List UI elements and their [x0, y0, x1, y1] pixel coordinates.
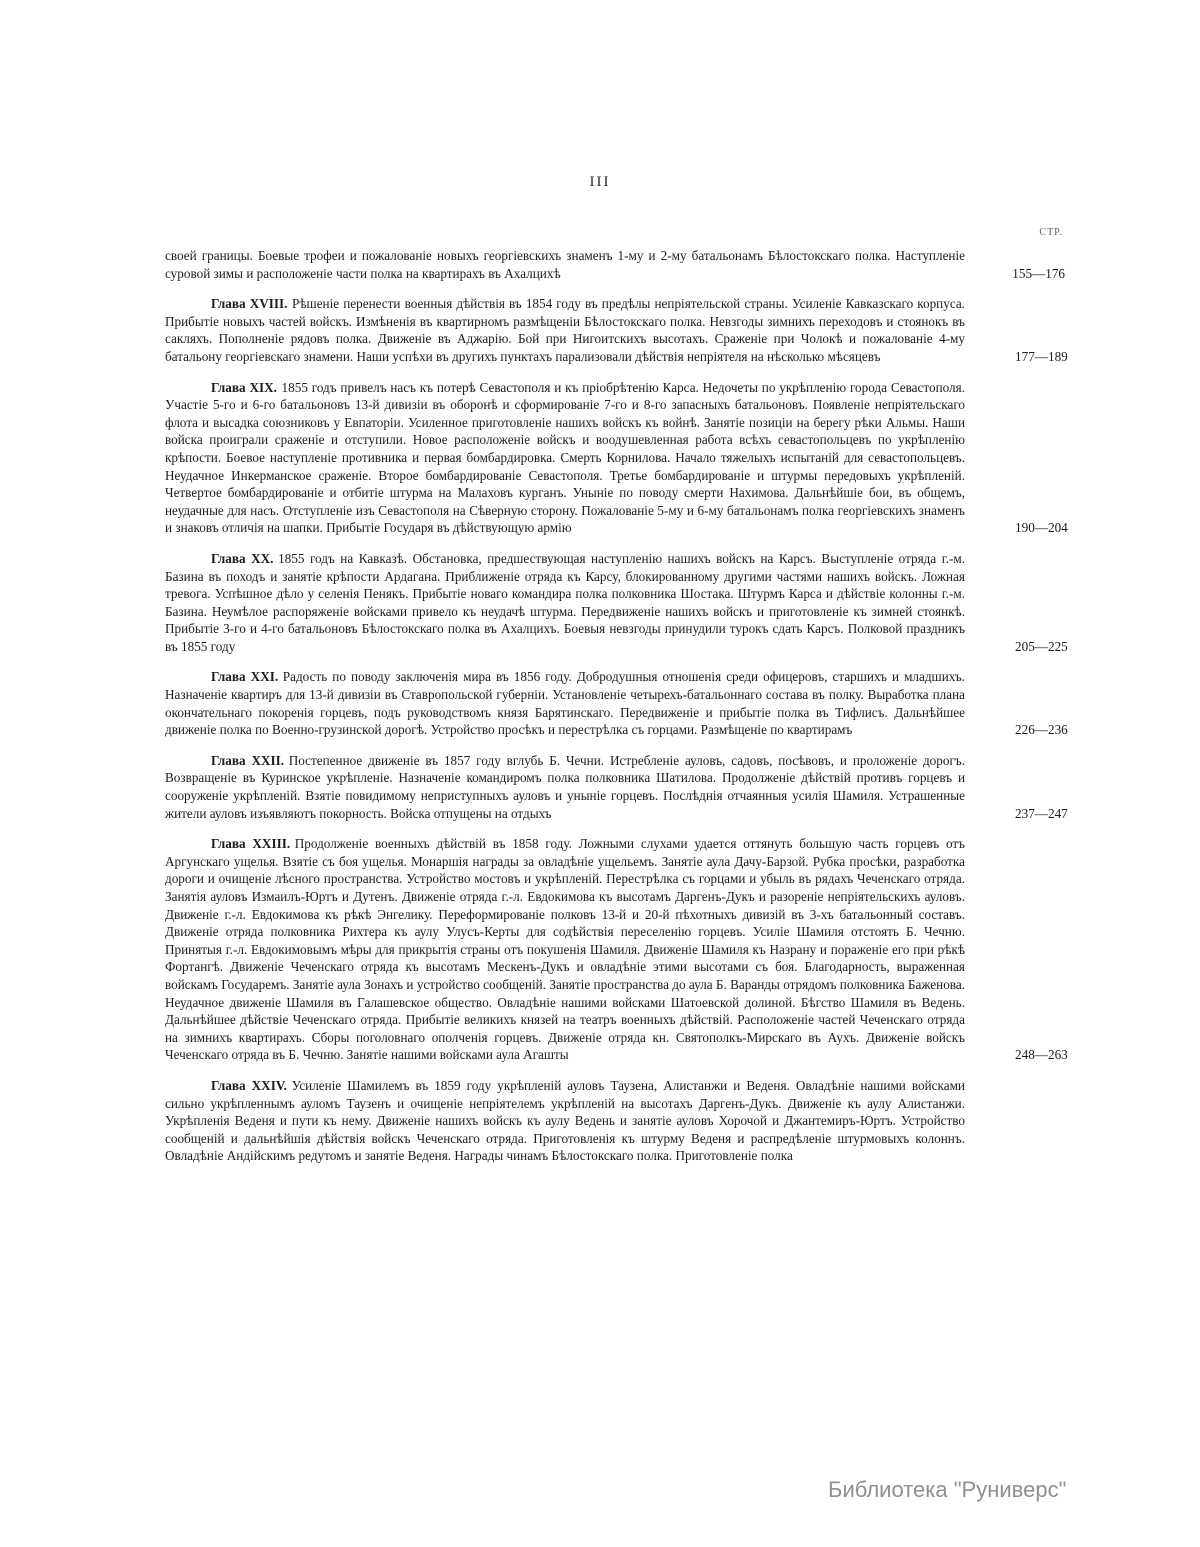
pages-column-header: СТР.: [1039, 227, 1063, 238]
toc-entry-ch24: [165, 1077, 965, 1165]
entry-text: 1855 годъ привелъ насъ къ потерѣ Севастополя и къ пріобрѣтенію Карса. Недочеты по укрѣпленію города Севастополя. Участіе 5-го и 6-го батальоновъ 13-й дивизіи въ оборонѣ и сформированіе 7-го и 8-го запасныхъ батальоновъ. Появленіе непріятельскаго флота и высадка союзниковъ у Евпаторіи. Усиленное приготовленіе нашихъ войскъ къ войнѣ. Занятіе позиціи на берегу рѣки Альмы. Наши войска проиграли сраженіе и отступили. Новое расположеніе войскъ и воодушевленная работа всѣхъ севастопольцевъ по укрѣпленію крѣпости. Боевое наступленіе противника и первая бомбардировка. Смерть Корнилова. Начало тяжелыхъ испытаній для севастопольцевъ. Неудачное Инкерманское сраженіе. Второе бомбардированіе Севастополя. Третье бомбардированіе и штурмы передовыхъ укрѣпленій. Четвертое бомбардированіе и отбитіе штурма на Малаховъ курганъ. Уныніе по поводу смерти Нахимова. Дальнѣйшіе бои, въ общемъ, неудачные для насъ. Отступленіе изъ Севастополя на Сѣверную сторону. Пожалованіе 5-му и 6-му батальонамъ полка георгіевскихъ знаменъ и знаковъ отличія на шапки. Прибытіе Государя въ дѣйствующую армію: [165, 379, 965, 536]
toc-entry-ch20: [165, 550, 1068, 656]
entry-text: своей границы. Боевые трофеи и пожалованіе новыхъ георгіевскихъ знаменъ 1-му и 2-му батальонамъ Бѣлостокскаго полка. Наступленіе суровой зимы и расположеніе части полка на квартирахъ въ Ахалцихѣ: [165, 248, 965, 281]
page-range: 177—189: [1015, 348, 1068, 364]
runivers-watermark: Библиотека "Руниверс": [828, 1477, 1067, 1502]
page-range: 155—176: [1012, 265, 1065, 281]
page-range: 205—225: [1015, 638, 1068, 654]
toc-entry-ch18: [165, 295, 1068, 365]
chapter-heading: Глава XXIII.: [211, 836, 291, 852]
entry-text: Усиленіе Шамилемъ въ 1859 году укрѣпленій ауловъ Таузена, Алистанжи и Веденя. Овладѣніе нашими войсками сильно укрѣпленнымъ ауломъ Таузенъ и очищеніе непріятелемъ укрѣпленій на высотахъ Даргенъ-Дукъ. Движеніе къ аулу Алистанжи. Укрѣпленія Веденя и пути къ нему. Движеніе нашихъ войскъ къ аулу Ведень и занятіе ауловъ Хорочой и Джантемиръ-Юртъ. Устройство сообщеній и дальнѣйшія дѣйствія войскъ Чеченскаго отряда. Приготовленія къ штурму Веденя и распредѣленіе штурмовыхъ колоннъ. Овладѣніе Андійскимъ редутомъ и занятіе Веденя. Награды чинамъ Бѣлостокскаго полка. Приготовленіе полка: [165, 1077, 965, 1164]
chapter-heading: Глава XXII.: [211, 752, 285, 768]
page-range: 248—263: [1015, 1047, 1068, 1063]
chapter-heading: Глава XXI.: [211, 669, 279, 685]
toc-entry-ch23: [165, 835, 1068, 1064]
table-of-contents: [165, 247, 1068, 1178]
page-range: 237—247: [1015, 805, 1068, 821]
page-range: 226—236: [1015, 722, 1068, 738]
entry-text: 1855 годъ на Кавказѣ. Обстановка, предшествующая наступленію нашихъ войскъ на Карсъ. Выступленіе отряда г.-м. Базина въ походъ и занятіе крѣпости Ардагана. Приближеніе отряда къ Карсу, блокированному другими частями нашихъ войскъ. Ложная тревога. Успѣшное дѣло у селенія Пенякъ. Прибытіе новаго командира полка полковника Шостака. Штурмъ Карса и дѣйствіе колонны г.-м. Базина. Неумѣлое распоряженіе войсками привело къ неудачѣ штурма. Передвиженіе нашихъ войскъ и приготовленіе къ зимней стоянкѣ. Прибытіе 3-го и 4-го батальоновъ Бѣлостокскаго полка въ Ахалцихъ. Боевыя невзгоды принудили турокъ сдать Карсъ. Полковой праздникъ въ 1855 году: [165, 550, 965, 654]
chapter-heading: Глава XXIV.: [211, 1077, 287, 1093]
chapter-heading: Глава XX.: [211, 550, 274, 566]
toc-entry-continuation: [165, 247, 1065, 282]
toc-entry-ch21: [165, 668, 1068, 738]
page-number: III: [589, 174, 611, 190]
entry-text: Радость по поводу заключенія мира въ 1856 году. Добродушныя отношенія среди офицеровъ, старшихъ и младшихъ. Назначеніе квартиръ для 13-й дивизіи въ Ставропольской губерніи. Установленіе четырехъ-батальоннаго состава въ полку. Выработка плана окончательнаго покоренія горцевъ, подъ руководствомъ князя Барятинскаго. Передвиженіе и прибытіе полка въ Тифлисъ. Дальнѣйшее движеніе полка по Военно-грузинской дорогѣ. Устройство просѣкъ и перестрѣлка съ горцами. Размѣщеніе по квартирамъ: [165, 669, 965, 738]
entry-text: Постепенное движеніе въ 1857 году вглубь Б. Чечни. Истребленіе ауловъ, садовъ, посѣвовъ, и проложеніе дорогъ. Возвращеніе въ Куринское укрѣпленіе. Назначеніе командиромъ полка полковника Шатилова. Продолженіе дѣйствій противъ горцевъ и сооруженіе укрѣпленій. Взятіе повидимому неприступныхъ ауловъ и уныніе горцевъ. Послѣднія отчаянныя усилія Шамиля. Устрашенные жители ауловъ изъявляютъ покорность. Войска отпущены на отдыхъ: [165, 752, 965, 821]
toc-entry-ch22: [165, 752, 1068, 822]
page-range: 190—204: [1015, 520, 1068, 536]
chapter-heading: Глава XIX.: [211, 379, 277, 395]
toc-entry-ch19: [165, 379, 1068, 537]
chapter-heading: Глава XVIII.: [211, 296, 288, 312]
entry-text: Продолженіе военныхъ дѣйствій въ 1858 году. Ложными слухами удается оттянуть большую часть горцевъ отъ Аргунскаго ущелья. Взятіе съ боя ущелья. Монаршія награды за овладѣніе ущельемъ. Занятіе аула Дачу-Барзой. Рубка просѣки, разработка дороги и очищеніе лѣсного пространства. Устройство мостовъ и укрѣпленій. Перестрѣлка съ горцами и убыль въ рядахъ Чеченскаго отряда. Занятія ауловъ Измаилъ-Юртъ и Дутенъ. Движеніе отряда г.-л. Евдокимова къ высотамъ Даргенъ-Дукъ и разореніе непріятельскихъ ауловъ. Движеніе г.-л. Евдокимова къ рѣкѣ Энгелику. Переформированіе полковъ 13-й и 20-й пѣхотныхъ дивизій въ 3-хъ батальонный составъ. Движеніе отряда полковника Рихтера къ аулу Улусъ-Керты для содѣйствія переселенію горцевъ. Усиліе Шамиля отстоять Б. Чечню. Принятыя г.-л. Евдокимовымъ мѣры для прикрытія страны отъ покушенія Шамиля. Движеніе Шамиля къ Назрану и пораженіе его при рѣкѣ Фортангѣ. Движеніе Чеченскаго отряда къ высотамъ Мескенъ-Дукъ и овладѣніе этими высотами съ боя. Благодарность, выраженная войскамъ Государемъ. Занятіе аула Зонахъ и устройство сообщеній. Занятіе пространства до аула Б. Варанды отрядомъ полковника Баженова. Неудачное движеніе Шамиля въ Галашевское общество. Овладѣніе нашими войсками Шатоевской долиной. Бѣгство Шамиля въ Ведень. Дальнѣйшее дѣйствіе Чеченскаго отряда. Прибытіе великихъ князей на театръ военныхъ дѣйствій. Расположеніе частей Чеченскаго отряда на зимнихъ квартирахъ. Сборы поголовнаго ополченія горцевъ. Движеніе отряда кн. Святополкъ-Мирскаго въ Аухъ. Движеніе войскъ Чеченскаго отряда въ Б. Чечню. Занятіе нашими войсками аула Агашты: [165, 836, 965, 1063]
entry-text: Рѣшеніе перенести военныя дѣйствія въ 1854 году въ предѣлы непріятельской страны. Усиленіе Кавказскаго корпуса. Прибытіе новыхъ частей войскъ. Измѣненія въ квартирномъ размѣщеніи Бѣлостокскаго полка. Невзгоды зимнихъ переходовъ и стоянокъ въ сакляхъ. Пополненіе рядовъ полка. Движеніе въ Аджарію. Бой при Нигоитскихъ высотахъ. Сраженіе при Чолокѣ и пожалованіе 4-му батальону георгіевскаго знамени. Наши успѣхи въ другихъ пунктахъ парализовали дѣйствія непріятеля на нѣсколько мѣсяцевъ: [165, 296, 965, 364]
